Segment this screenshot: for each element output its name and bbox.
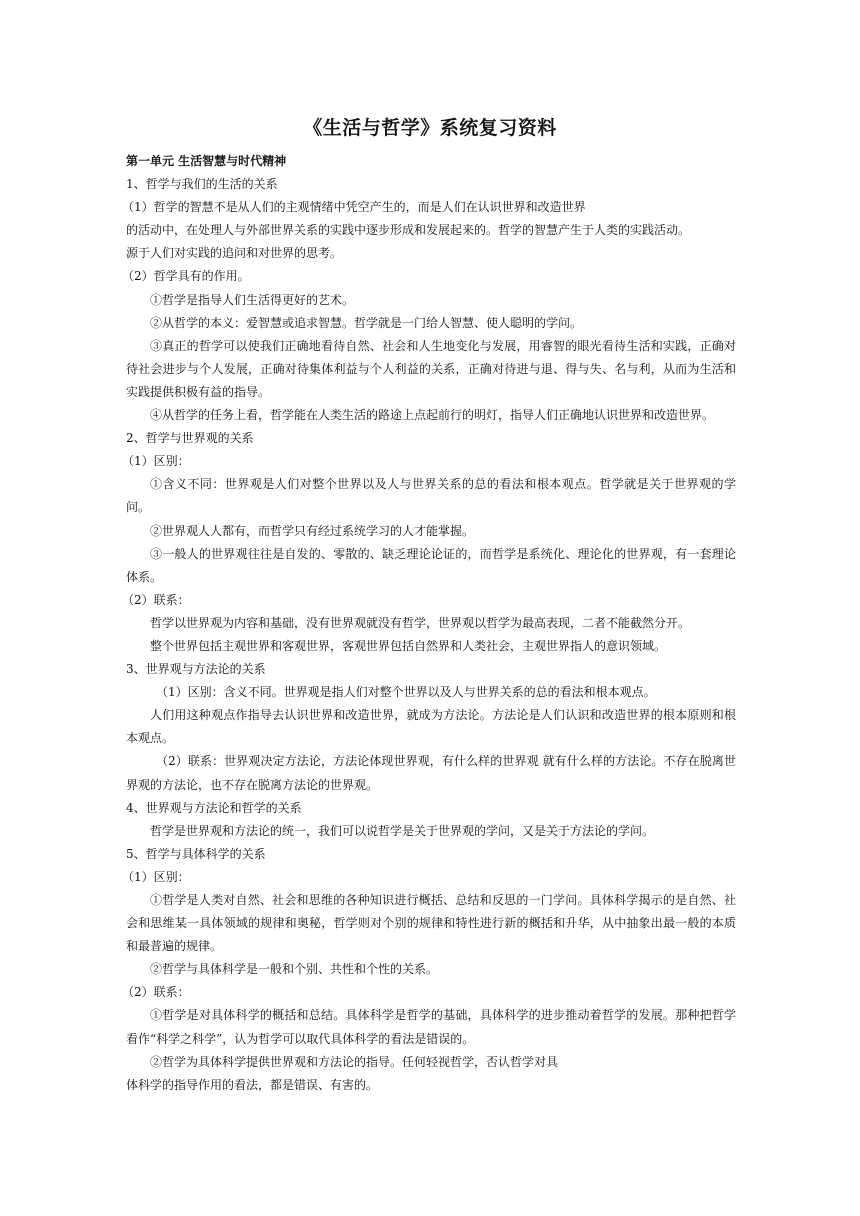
paragraph-line: 体科学的指导作用的看法，都是错误、有害的。 bbox=[126, 1077, 379, 1092]
section-heading: 5、哲学与具体科学的关系 bbox=[126, 846, 266, 861]
paragraph-line: ②哲学为具体科学提供世界观和方法论的指导。任何轻视哲学，否认哲学对具 bbox=[150, 1054, 559, 1069]
paragraph: 整个世界包括主观世界和客观世界，客观世界包括自然界和人类社会，主观世界指人的意识领域。 bbox=[150, 638, 667, 653]
section-heading: 3、世界观与方法论的关系 bbox=[126, 662, 266, 677]
section-heading: 2、哲学与世界观的关系 bbox=[126, 431, 254, 446]
sub-heading: （2）联系： bbox=[122, 985, 190, 1000]
paragraph: ②哲学与具体科学是一般和个别、共性和个性的关系。 bbox=[150, 962, 439, 977]
paragraph: ④从哲学的任务上看，哲学能在人类生活的路途上点起前行的明灯，指导人们正确地认识世界和改造世界。 bbox=[150, 408, 715, 423]
section-heading: 1、哲学与我们的生活的关系 bbox=[126, 177, 278, 192]
paragraph: ③真正的哲学可以使我们正确地看待自然、社会和人生地变化与发展，用睿智的眼光看待生活和实践，正确对待社会进步与个人发展，正确对待集体利益与个人利益的关系，正确对待进与退、得与失、名与利，从而为生活和实践提供积极有益的指导。 bbox=[126, 338, 736, 399]
sub-heading: （2）联系： bbox=[122, 592, 190, 607]
paragraph: ①哲学是指导人们生活得更好的艺术。 bbox=[150, 292, 355, 307]
sub-heading: （2）哲学具有的作用。 bbox=[122, 269, 250, 284]
paragraph: （2）联系：世界观决定方法论，方法论体现世界观，有什么样的世界观 就有什么样的方法论。不存在脱离世界观的方法论，也不存在脱离方法论的世界观。 bbox=[126, 754, 736, 792]
paragraph: ①含义不同：世界观是人们对整个世界以及人与世界关系的总的看法和根本观点。哲学就是关于世界观的学问。 bbox=[126, 477, 736, 515]
paragraph: ①哲学是对具体科学的概括和总结。具体科学是哲学的基础，具体科学的进步推动着哲学的发展。那种把哲学看作“科学之科学”，认为哲学可以取代具体科学的看法是错误的。 bbox=[126, 1008, 736, 1046]
paragraph: ③一般人的世界观往往是自发的、零散的、缺乏理论论证的，而哲学是系统化、理论化的世界观，有一套理论体系。 bbox=[126, 546, 736, 584]
paragraph: 哲学以世界观为内容和基础，没有世界观就没有哲学，世界观以哲学为最高表现，二者不能截然分开。 bbox=[150, 615, 691, 630]
document-body bbox=[122, 150, 736, 1097]
paragraph: （1）区别：含义不同。世界观是指人们对整个世界以及人与世界关系的总的看法和根本观点。 bbox=[156, 685, 656, 700]
paragraph: ①哲学是人类对自然、社会和思维的各种知识进行概括、总结和反思的一门学问。具体科学揭示的是自然、社会和思维某一具体领域的规律和奥秘，哲学则对个别的规律和特性进行新的概括和升华，从中抽象出最一般的本质和最普遍的规律。 bbox=[126, 893, 736, 954]
paragraph: ②世界观人人都有，而哲学只有经过系统学习的人才能掌握。 bbox=[150, 523, 475, 538]
paragraph: 哲学是世界观和方法论的统一，我们可以说哲学是关于世界观的学问，又是关于方法论的学问。 bbox=[150, 823, 655, 838]
unit-heading: 第一单元 生活智慧与时代精神 bbox=[126, 154, 287, 168]
sub-heading: （1）区别： bbox=[122, 869, 190, 884]
paragraph: ②从哲学的本义：爱智慧或追求智慧。哲学就是一门给人智慧、使人聪明的学问。 bbox=[150, 315, 583, 330]
paragraph: 人们用这种观点作指导去认识世界和改造世界，就成为方法论。方法论是人们认识和改造世界的根本原则和根本观点。 bbox=[126, 708, 736, 746]
sub-heading: （1）区别： bbox=[122, 454, 190, 469]
paragraph-line: 的活动中，在处理人与外部世界关系的实践中逐步形成和发展起来的。哲学的智慧产生于人类的实践活动。 bbox=[126, 223, 691, 238]
section-heading: 4、世界观与方法论和哲学的关系 bbox=[126, 800, 302, 815]
paragraph-line: 源于人们对实践的追问和对世界的思考。 bbox=[126, 246, 343, 261]
paragraph-line: （1）哲学的智慧不是从人们的主观情绪中凭空产生的，而是人们在认识世界和改造世界 bbox=[122, 200, 586, 215]
document-title: 《生活与哲学》系统复习资料 bbox=[303, 117, 557, 139]
